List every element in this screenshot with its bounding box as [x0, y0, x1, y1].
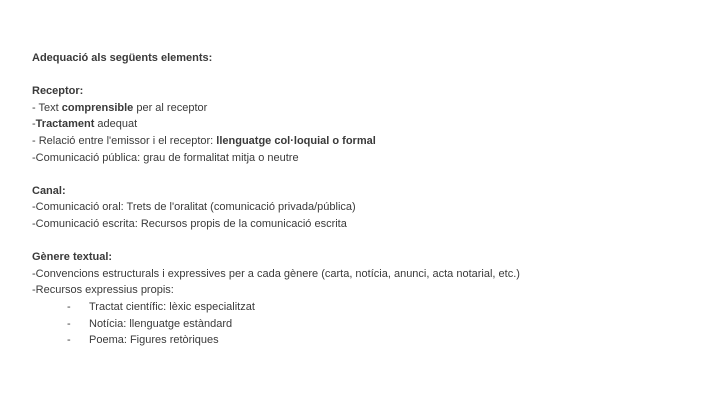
receptor-line-4: -Comunicació pública: grau de formalitat mitja o neutre	[32, 151, 299, 164]
bullet-dash: -	[67, 334, 71, 347]
genere-title: Gènere textual:	[32, 251, 113, 264]
heading: Adequació als següents elements:	[32, 52, 213, 64]
text: - Text	[32, 101, 62, 114]
spacer	[32, 67, 692, 84]
bold-text: comprensible	[61, 101, 134, 114]
canal-line-2: -Comunicació escrita: Recursos propis de la comunicació escrita	[32, 217, 347, 230]
receptor-title: Receptor:	[32, 85, 84, 98]
genere-line-1: -Convencions estructurals i expressives per a cada gènere (carta, notícia, anunci, acta notarial, etc.)	[32, 267, 520, 280]
receptor-line-2	[32, 116, 692, 133]
receptor-line-3	[32, 133, 692, 150]
list-item-text: Poema: Figures retòriques	[89, 334, 219, 347]
canal-title: Canal:	[32, 184, 66, 197]
text: -	[32, 118, 36, 131]
list-item-text: Tractat científic: lèxic especialitzat	[89, 300, 255, 313]
list-item	[32, 299, 692, 316]
text: per al receptor	[133, 101, 208, 114]
receptor-line-1	[32, 100, 692, 117]
canal-line-1: -Comunicació oral: Trets de l'oralitat (comunicació privada/pública)	[32, 201, 356, 214]
list-item-text: Notícia: llenguatge estàndard	[89, 317, 233, 330]
list-item	[32, 332, 692, 349]
spacer	[32, 166, 692, 183]
bullet-dash: -	[67, 317, 71, 330]
bullet-dash: -	[67, 300, 71, 313]
document-body	[32, 50, 692, 349]
text: adequat	[94, 118, 138, 131]
list-item	[32, 316, 692, 333]
bold-text: llenguatge col·loquial o formal	[216, 134, 376, 147]
text: - Relació entre l'emissor i el receptor:	[32, 134, 217, 147]
spacer	[32, 233, 692, 250]
bold-text: Tractament	[35, 118, 95, 131]
genere-line-2: -Recursos expressius propis:	[32, 284, 174, 297]
